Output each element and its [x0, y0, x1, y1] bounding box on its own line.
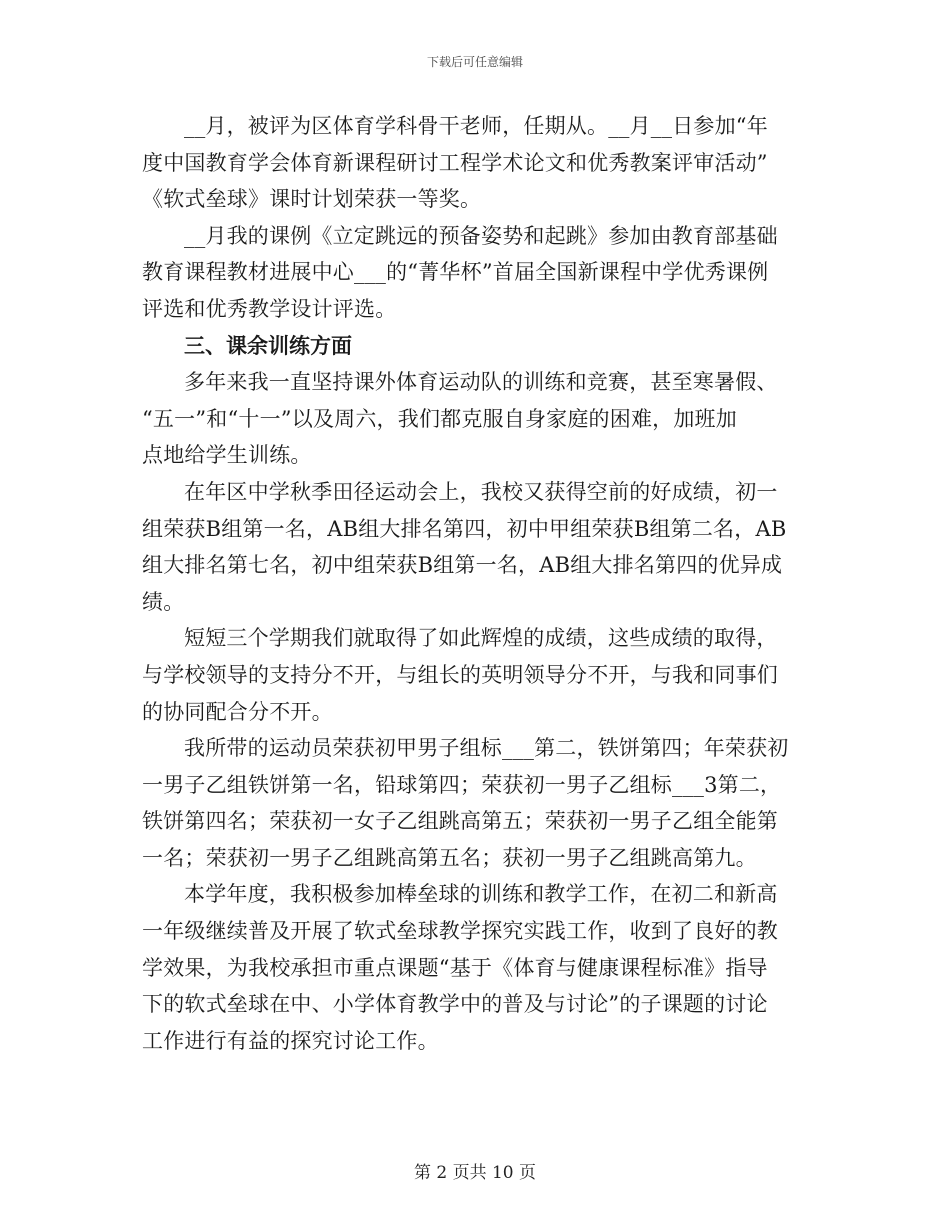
text-line: 学效果，为我校承担市重点课题“基于《体育与健康课程标准》指导	[142, 955, 768, 980]
section-heading: 三、课余训练方面	[184, 333, 352, 358]
text-line: “五一”和“十一”以及周六，我们都克服自身家庭的困难，加班加	[142, 406, 737, 431]
text-line: 一男子乙组铁饼第一名，铅球第四；荣获初一男子乙组标___3第二，	[142, 772, 782, 797]
text-line: 评选和优秀教学设计评选。	[142, 296, 397, 321]
header-note: 下载后可任意编辑	[426, 55, 523, 69]
paragraph-5	[142, 620, 810, 730]
text-line: 短短三个学期我们就取得了如此辉煌的成绩，这些成绩的取得，	[184, 626, 778, 651]
text-line: 铁饼第四名；荣获初一女子乙组跳高第五；荣获初一男子乙组全能第	[142, 809, 778, 834]
paragraph-6	[142, 730, 810, 876]
paragraph-4	[142, 474, 810, 620]
text-line: 《软式垒球》课时计划荣获一等奖。	[142, 187, 482, 212]
text-line: 点地给学生训练。	[142, 443, 312, 468]
page-number: 第 2 页共 10 页	[413, 1163, 537, 1183]
text-line: 在年区中学秋季田径运动会上，我校又获得空前的好成绩，初一	[184, 479, 778, 504]
text-line: 一年级继续普及开展了软式垒球教学探究实践工作，收到了良好的教	[142, 919, 778, 944]
text-line: 度中国教育学会体育新课程研讨工程学术论文和优秀教案评审活动”	[142, 150, 768, 175]
paragraph-1	[142, 108, 810, 218]
paragraph-7	[142, 876, 810, 1059]
text-line: 本学年度，我积极参加棒垒球的训练和教学工作，在初二和新高	[184, 882, 778, 907]
text-line: 多年来我一直坚持课外体育运动队的训练和竞赛，甚至寒暑假、	[184, 370, 778, 395]
text-line: __月我的课例《立定跳远的预备姿势和起跳》参加由教育部基础	[184, 223, 778, 248]
paragraph-3	[142, 364, 810, 474]
text-line: 我所带的运动员荣获初甲男子组标___第二，铁饼第四；年荣获初	[184, 736, 789, 761]
paragraph-2	[142, 218, 810, 328]
text-line: 教育课程教材进展中心___的“菁华杯”首届全国新课程中学优秀课例	[142, 260, 769, 285]
document-body	[142, 108, 810, 1059]
text-line: 与学校领导的支持分不开，与组长的英明领导分不开，与我和同事们	[142, 662, 778, 687]
text-line: 下的软式垒球在中、小学体育教学中的普及与讨论”的子课题的讨论	[142, 992, 768, 1017]
text-line: 一名；荣获初一男子乙组跳高第五名；获初一男子乙组跳高第九。	[142, 845, 757, 870]
text-line: 绩。	[142, 589, 185, 614]
text-line: __月，被评为区体育学科骨干老师，任期从。__月__日参加“年	[184, 114, 768, 138]
text-line: 组荣获B组第一名，AB组大排名第四，初中甲组荣获B组第二名，AB	[142, 516, 787, 541]
text-line: 组大排名第七名，初中组荣获B组第一名，AB组大排名第四的优异成	[142, 553, 783, 578]
text-line: 的协同配合分不开。	[142, 699, 333, 724]
text-line: 工作进行有益的探究讨论工作。	[142, 1028, 439, 1053]
